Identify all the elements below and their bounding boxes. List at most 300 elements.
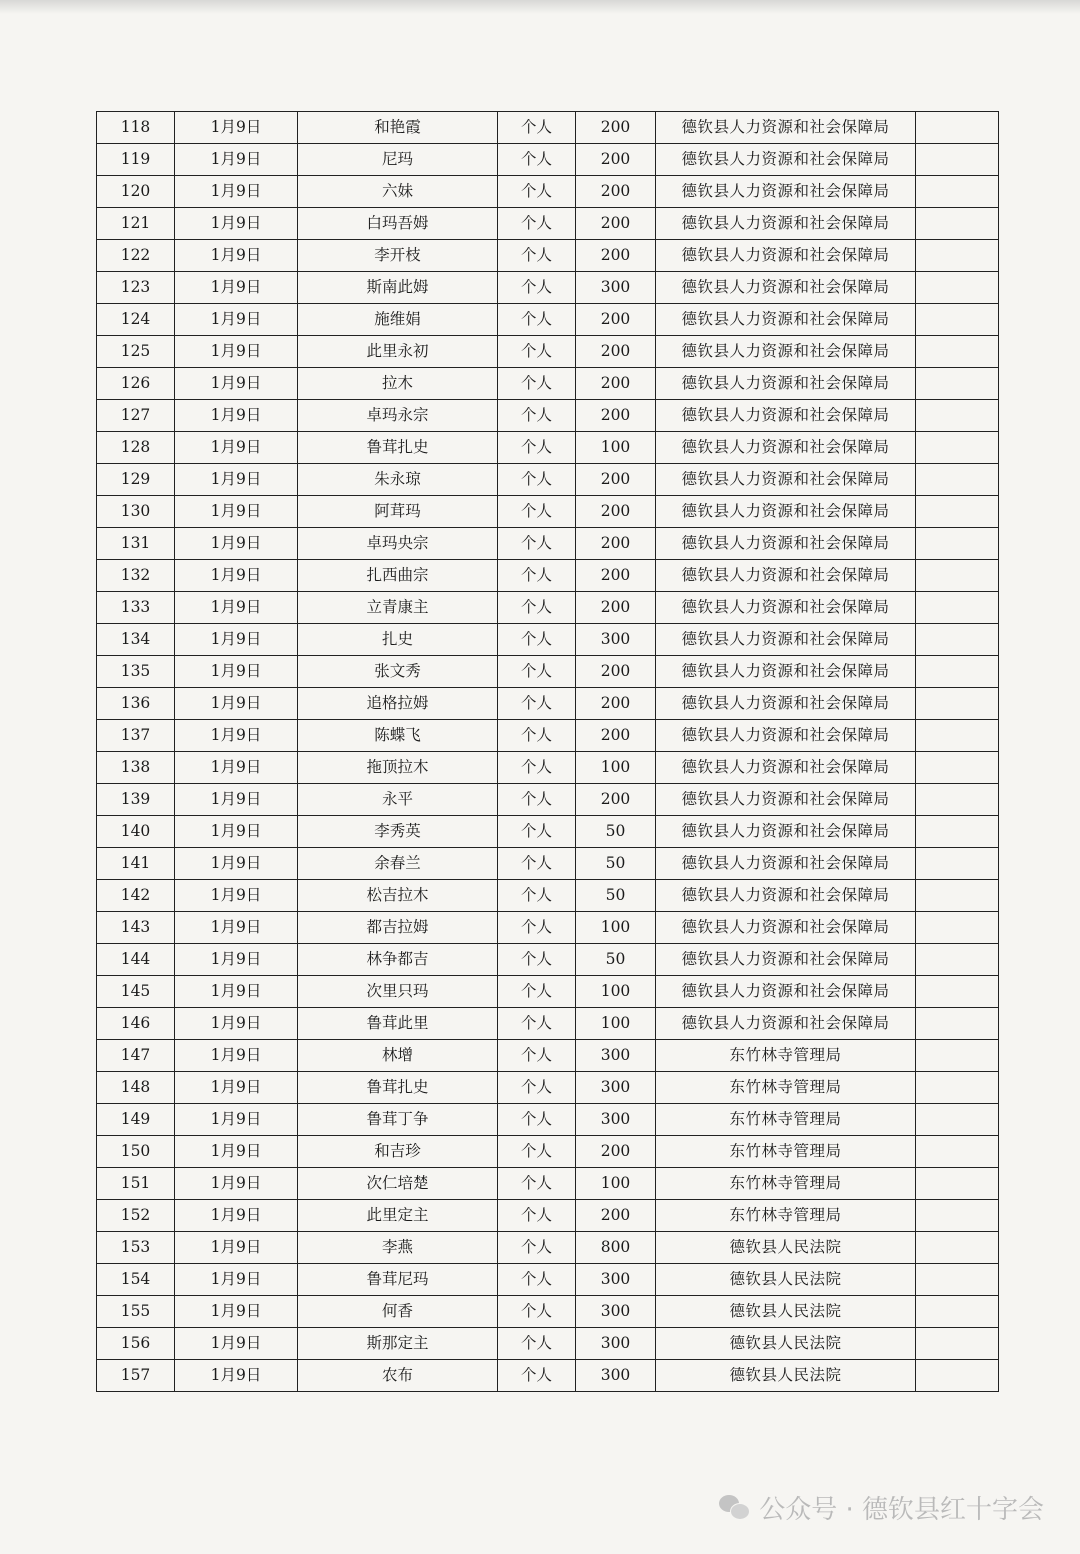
row-number-cell: 151 (97, 1168, 175, 1200)
donor-type-cell: 个人 (498, 1296, 576, 1328)
date-cell: 1月9日 (175, 1104, 298, 1136)
donor-type-cell: 个人 (498, 1136, 576, 1168)
amount-cell: 200 (576, 400, 656, 432)
organization-cell: 东竹林寺管理局 (656, 1072, 916, 1104)
donor-type-cell: 个人 (498, 720, 576, 752)
donor-type-cell: 个人 (498, 1200, 576, 1232)
note-cell (916, 208, 999, 240)
table-row (97, 272, 999, 304)
organization-cell: 德钦县人力资源和社会保障局 (656, 880, 916, 912)
donor-name-cell: 朱永琼 (298, 464, 498, 496)
row-number-cell: 154 (97, 1264, 175, 1296)
amount-cell: 300 (576, 1296, 656, 1328)
donor-type-cell: 个人 (498, 880, 576, 912)
table-row (97, 240, 999, 272)
row-number-cell: 141 (97, 848, 175, 880)
donation-table-container (96, 111, 998, 1392)
row-number-cell: 120 (97, 176, 175, 208)
note-cell (916, 432, 999, 464)
organization-cell: 德钦县人力资源和社会保障局 (656, 752, 916, 784)
table-row (97, 336, 999, 368)
donor-name-cell: 李开枝 (298, 240, 498, 272)
row-number-cell: 144 (97, 944, 175, 976)
donor-type-cell: 个人 (498, 400, 576, 432)
organization-cell: 德钦县人力资源和社会保障局 (656, 848, 916, 880)
amount-cell: 200 (576, 144, 656, 176)
donor-type-cell: 个人 (498, 368, 576, 400)
donor-type-cell: 个人 (498, 432, 576, 464)
amount-cell: 100 (576, 1168, 656, 1200)
table-row (97, 912, 999, 944)
note-cell (916, 496, 999, 528)
table-row (97, 496, 999, 528)
donor-name-cell: 此里永初 (298, 336, 498, 368)
note-cell (916, 464, 999, 496)
organization-cell: 德钦县人力资源和社会保障局 (656, 720, 916, 752)
donor-type-cell: 个人 (498, 1008, 576, 1040)
organization-cell: 德钦县人民法院 (656, 1328, 916, 1360)
amount-cell: 200 (576, 368, 656, 400)
row-number-cell: 138 (97, 752, 175, 784)
donor-type-cell: 个人 (498, 624, 576, 656)
date-cell: 1月9日 (175, 400, 298, 432)
donor-name-cell: 六妹 (298, 176, 498, 208)
note-cell (916, 1264, 999, 1296)
donation-table (96, 111, 999, 1392)
row-number-cell: 129 (97, 464, 175, 496)
date-cell: 1月9日 (175, 496, 298, 528)
row-number-cell: 128 (97, 432, 175, 464)
row-number-cell: 122 (97, 240, 175, 272)
table-row (97, 848, 999, 880)
row-number-cell: 133 (97, 592, 175, 624)
table-row (97, 976, 999, 1008)
amount-cell: 200 (576, 304, 656, 336)
donor-name-cell: 余春兰 (298, 848, 498, 880)
table-row (97, 368, 999, 400)
date-cell: 1月9日 (175, 944, 298, 976)
amount-cell: 200 (576, 592, 656, 624)
donor-name-cell: 施维娟 (298, 304, 498, 336)
amount-cell: 50 (576, 816, 656, 848)
organization-cell: 德钦县人力资源和社会保障局 (656, 368, 916, 400)
note-cell (916, 1328, 999, 1360)
date-cell: 1月9日 (175, 624, 298, 656)
note-cell (916, 1008, 999, 1040)
donor-name-cell: 扎西曲宗 (298, 560, 498, 592)
amount-cell: 300 (576, 624, 656, 656)
row-number-cell: 153 (97, 1232, 175, 1264)
donor-type-cell: 个人 (498, 1168, 576, 1200)
table-row (97, 1136, 999, 1168)
organization-cell: 德钦县人力资源和社会保障局 (656, 528, 916, 560)
amount-cell: 300 (576, 1072, 656, 1104)
donor-name-cell: 拖顶拉木 (298, 752, 498, 784)
row-number-cell: 149 (97, 1104, 175, 1136)
amount-cell: 50 (576, 880, 656, 912)
row-number-cell: 118 (97, 112, 175, 144)
note-cell (916, 1200, 999, 1232)
donor-name-cell: 何香 (298, 1296, 498, 1328)
amount-cell: 100 (576, 912, 656, 944)
donor-type-cell: 个人 (498, 496, 576, 528)
date-cell: 1月9日 (175, 368, 298, 400)
row-number-cell: 143 (97, 912, 175, 944)
donor-name-cell: 林增 (298, 1040, 498, 1072)
row-number-cell: 125 (97, 336, 175, 368)
table-row (97, 816, 999, 848)
page-top-edge (0, 0, 1080, 14)
amount-cell: 800 (576, 1232, 656, 1264)
donor-type-cell: 个人 (498, 112, 576, 144)
amount-cell: 200 (576, 560, 656, 592)
table-row (97, 1040, 999, 1072)
date-cell: 1月9日 (175, 848, 298, 880)
organization-cell: 德钦县人力资源和社会保障局 (656, 560, 916, 592)
row-number-cell: 123 (97, 272, 175, 304)
date-cell: 1月9日 (175, 1264, 298, 1296)
donor-name-cell: 和吉珍 (298, 1136, 498, 1168)
date-cell: 1月9日 (175, 1040, 298, 1072)
note-cell (916, 592, 999, 624)
amount-cell: 200 (576, 208, 656, 240)
table-row (97, 208, 999, 240)
note-cell (916, 400, 999, 432)
date-cell: 1月9日 (175, 464, 298, 496)
donor-name-cell: 白玛吾姆 (298, 208, 498, 240)
note-cell (916, 688, 999, 720)
note-cell (916, 720, 999, 752)
donor-type-cell: 个人 (498, 144, 576, 176)
table-row (97, 720, 999, 752)
donor-name-cell: 卓玛央宗 (298, 528, 498, 560)
row-number-cell: 130 (97, 496, 175, 528)
organization-cell: 德钦县人力资源和社会保障局 (656, 976, 916, 1008)
table-row (97, 656, 999, 688)
date-cell: 1月9日 (175, 560, 298, 592)
date-cell: 1月9日 (175, 528, 298, 560)
note-cell (916, 1296, 999, 1328)
row-number-cell: 157 (97, 1360, 175, 1392)
amount-cell: 200 (576, 688, 656, 720)
row-number-cell: 150 (97, 1136, 175, 1168)
amount-cell: 300 (576, 1040, 656, 1072)
amount-cell: 300 (576, 1360, 656, 1392)
organization-cell: 德钦县人民法院 (656, 1232, 916, 1264)
amount-cell: 300 (576, 1264, 656, 1296)
donor-type-cell: 个人 (498, 272, 576, 304)
date-cell: 1月9日 (175, 1328, 298, 1360)
note-cell (916, 240, 999, 272)
amount-cell: 200 (576, 336, 656, 368)
amount-cell: 100 (576, 1008, 656, 1040)
donor-name-cell: 扎史 (298, 624, 498, 656)
note-cell (916, 1232, 999, 1264)
donor-name-cell: 松吉拉木 (298, 880, 498, 912)
table-row (97, 1328, 999, 1360)
amount-cell: 200 (576, 176, 656, 208)
donor-type-cell: 个人 (498, 1264, 576, 1296)
organization-cell: 德钦县人力资源和社会保障局 (656, 784, 916, 816)
date-cell: 1月9日 (175, 688, 298, 720)
organization-cell: 德钦县人民法院 (656, 1296, 916, 1328)
date-cell: 1月9日 (175, 784, 298, 816)
table-row (97, 944, 999, 976)
date-cell: 1月9日 (175, 976, 298, 1008)
note-cell (916, 336, 999, 368)
donor-name-cell: 农布 (298, 1360, 498, 1392)
donor-name-cell: 次里只玛 (298, 976, 498, 1008)
organization-cell: 德钦县人力资源和社会保障局 (656, 592, 916, 624)
organization-cell: 德钦县人力资源和社会保障局 (656, 272, 916, 304)
date-cell: 1月9日 (175, 336, 298, 368)
donor-name-cell: 陈蝶飞 (298, 720, 498, 752)
amount-cell: 200 (576, 240, 656, 272)
row-number-cell: 124 (97, 304, 175, 336)
donor-type-cell: 个人 (498, 1328, 576, 1360)
table-row (97, 1232, 999, 1264)
organization-cell: 德钦县人力资源和社会保障局 (656, 688, 916, 720)
date-cell: 1月9日 (175, 1136, 298, 1168)
organization-cell: 德钦县人力资源和社会保障局 (656, 304, 916, 336)
row-number-cell: 134 (97, 624, 175, 656)
donor-name-cell: 拉木 (298, 368, 498, 400)
organization-cell: 德钦县人力资源和社会保障局 (656, 496, 916, 528)
date-cell: 1月9日 (175, 880, 298, 912)
amount-cell: 100 (576, 752, 656, 784)
note-cell (916, 1168, 999, 1200)
donor-name-cell: 和艳霞 (298, 112, 498, 144)
row-number-cell: 132 (97, 560, 175, 592)
organization-cell: 德钦县人力资源和社会保障局 (656, 208, 916, 240)
amount-cell: 300 (576, 272, 656, 304)
date-cell: 1月9日 (175, 720, 298, 752)
table-row (97, 112, 999, 144)
amount-cell: 200 (576, 720, 656, 752)
donor-type-cell: 个人 (498, 1232, 576, 1264)
row-number-cell: 145 (97, 976, 175, 1008)
table-row (97, 560, 999, 592)
note-cell (916, 1136, 999, 1168)
note-cell (916, 912, 999, 944)
note-cell (916, 848, 999, 880)
row-number-cell: 137 (97, 720, 175, 752)
date-cell: 1月9日 (175, 1296, 298, 1328)
organization-cell: 东竹林寺管理局 (656, 1040, 916, 1072)
note-cell (916, 304, 999, 336)
amount-cell: 200 (576, 1200, 656, 1232)
table-row (97, 432, 999, 464)
date-cell: 1月9日 (175, 304, 298, 336)
amount-cell: 200 (576, 656, 656, 688)
row-number-cell: 147 (97, 1040, 175, 1072)
date-cell: 1月9日 (175, 176, 298, 208)
organization-cell: 德钦县人力资源和社会保障局 (656, 656, 916, 688)
row-number-cell: 156 (97, 1328, 175, 1360)
organization-cell: 德钦县人民法院 (656, 1264, 916, 1296)
amount-cell: 100 (576, 976, 656, 1008)
table-row (97, 1200, 999, 1232)
donor-name-cell: 鲁茸扎史 (298, 1072, 498, 1104)
date-cell: 1月9日 (175, 1200, 298, 1232)
donor-type-cell: 个人 (498, 528, 576, 560)
donor-name-cell: 鲁茸尼玛 (298, 1264, 498, 1296)
donor-name-cell: 鲁茸此里 (298, 1008, 498, 1040)
donor-name-cell: 阿茸玛 (298, 496, 498, 528)
row-number-cell: 142 (97, 880, 175, 912)
donor-type-cell: 个人 (498, 816, 576, 848)
donor-name-cell: 永平 (298, 784, 498, 816)
note-cell (916, 1360, 999, 1392)
organization-cell: 德钦县人力资源和社会保障局 (656, 432, 916, 464)
note-cell (916, 976, 999, 1008)
organization-cell: 德钦县人力资源和社会保障局 (656, 944, 916, 976)
amount-cell: 50 (576, 848, 656, 880)
donor-name-cell: 李秀英 (298, 816, 498, 848)
row-number-cell: 131 (97, 528, 175, 560)
amount-cell: 100 (576, 432, 656, 464)
donor-name-cell: 都吉拉姆 (298, 912, 498, 944)
date-cell: 1月9日 (175, 1360, 298, 1392)
organization-cell: 德钦县人力资源和社会保障局 (656, 464, 916, 496)
donor-name-cell: 尼玛 (298, 144, 498, 176)
donor-name-cell: 次仁培楚 (298, 1168, 498, 1200)
table-row (97, 1296, 999, 1328)
amount-cell: 200 (576, 528, 656, 560)
row-number-cell: 136 (97, 688, 175, 720)
donor-name-cell: 斯那定主 (298, 1328, 498, 1360)
amount-cell: 200 (576, 784, 656, 816)
donor-name-cell: 鲁茸丁争 (298, 1104, 498, 1136)
note-cell (916, 1104, 999, 1136)
date-cell: 1月9日 (175, 816, 298, 848)
amount-cell: 300 (576, 1328, 656, 1360)
donor-type-cell: 个人 (498, 208, 576, 240)
donor-type-cell: 个人 (498, 464, 576, 496)
donor-type-cell: 个人 (498, 1040, 576, 1072)
date-cell: 1月9日 (175, 1072, 298, 1104)
donor-name-cell: 立青康主 (298, 592, 498, 624)
donor-type-cell: 个人 (498, 336, 576, 368)
note-cell (916, 144, 999, 176)
table-row (97, 176, 999, 208)
table-row (97, 464, 999, 496)
note-cell (916, 656, 999, 688)
donor-name-cell: 斯南此姆 (298, 272, 498, 304)
note-cell (916, 176, 999, 208)
amount-cell: 200 (576, 112, 656, 144)
table-row (97, 1104, 999, 1136)
donor-type-cell: 个人 (498, 560, 576, 592)
table-row (97, 752, 999, 784)
date-cell: 1月9日 (175, 752, 298, 784)
organization-cell: 德钦县人力资源和社会保障局 (656, 912, 916, 944)
note-cell (916, 112, 999, 144)
amount-cell: 200 (576, 1136, 656, 1168)
note-cell (916, 752, 999, 784)
row-number-cell: 140 (97, 816, 175, 848)
donor-name-cell: 卓玛永宗 (298, 400, 498, 432)
table-row (97, 400, 999, 432)
amount-cell: 50 (576, 944, 656, 976)
note-cell (916, 624, 999, 656)
date-cell: 1月9日 (175, 112, 298, 144)
row-number-cell: 148 (97, 1072, 175, 1104)
donor-type-cell: 个人 (498, 1360, 576, 1392)
row-number-cell: 135 (97, 656, 175, 688)
table-row (97, 144, 999, 176)
organization-cell: 东竹林寺管理局 (656, 1104, 916, 1136)
note-cell (916, 560, 999, 592)
date-cell: 1月9日 (175, 144, 298, 176)
donor-name-cell: 鲁茸扎史 (298, 432, 498, 464)
table-row (97, 1360, 999, 1392)
date-cell: 1月9日 (175, 240, 298, 272)
donor-name-cell: 追格拉姆 (298, 688, 498, 720)
donor-type-cell: 个人 (498, 592, 576, 624)
donor-type-cell: 个人 (498, 1072, 576, 1104)
donor-type-cell: 个人 (498, 656, 576, 688)
table-row (97, 592, 999, 624)
table-row (97, 1072, 999, 1104)
donation-table-body (97, 112, 999, 1392)
row-number-cell: 155 (97, 1296, 175, 1328)
table-row (97, 528, 999, 560)
note-cell (916, 528, 999, 560)
row-number-cell: 127 (97, 400, 175, 432)
date-cell: 1月9日 (175, 432, 298, 464)
table-row (97, 784, 999, 816)
organization-cell: 德钦县人力资源和社会保障局 (656, 176, 916, 208)
date-cell: 1月9日 (175, 592, 298, 624)
date-cell: 1月9日 (175, 1232, 298, 1264)
wechat-watermark (719, 1489, 1044, 1526)
row-number-cell: 152 (97, 1200, 175, 1232)
date-cell: 1月9日 (175, 656, 298, 688)
watermark-text: 公众号 · 德钦县红十字会 (759, 1495, 1044, 1525)
organization-cell: 德钦县人力资源和社会保障局 (656, 816, 916, 848)
organization-cell: 东竹林寺管理局 (656, 1168, 916, 1200)
donor-type-cell: 个人 (498, 1104, 576, 1136)
table-row (97, 880, 999, 912)
donor-type-cell: 个人 (498, 240, 576, 272)
date-cell: 1月9日 (175, 1168, 298, 1200)
organization-cell: 德钦县人力资源和社会保障局 (656, 1008, 916, 1040)
amount-cell: 200 (576, 496, 656, 528)
donor-type-cell: 个人 (498, 976, 576, 1008)
note-cell (916, 272, 999, 304)
donor-type-cell: 个人 (498, 912, 576, 944)
organization-cell: 德钦县人力资源和社会保障局 (656, 240, 916, 272)
organization-cell: 东竹林寺管理局 (656, 1200, 916, 1232)
donor-type-cell: 个人 (498, 688, 576, 720)
date-cell: 1月9日 (175, 912, 298, 944)
donor-type-cell: 个人 (498, 176, 576, 208)
date-cell: 1月9日 (175, 1008, 298, 1040)
note-cell (916, 944, 999, 976)
table-row (97, 304, 999, 336)
date-cell: 1月9日 (175, 208, 298, 240)
note-cell (916, 368, 999, 400)
wechat-icon (719, 1495, 749, 1521)
table-row (97, 624, 999, 656)
organization-cell: 德钦县人力资源和社会保障局 (656, 144, 916, 176)
row-number-cell: 121 (97, 208, 175, 240)
note-cell (916, 1072, 999, 1104)
note-cell (916, 880, 999, 912)
row-number-cell: 146 (97, 1008, 175, 1040)
organization-cell: 德钦县人力资源和社会保障局 (656, 400, 916, 432)
